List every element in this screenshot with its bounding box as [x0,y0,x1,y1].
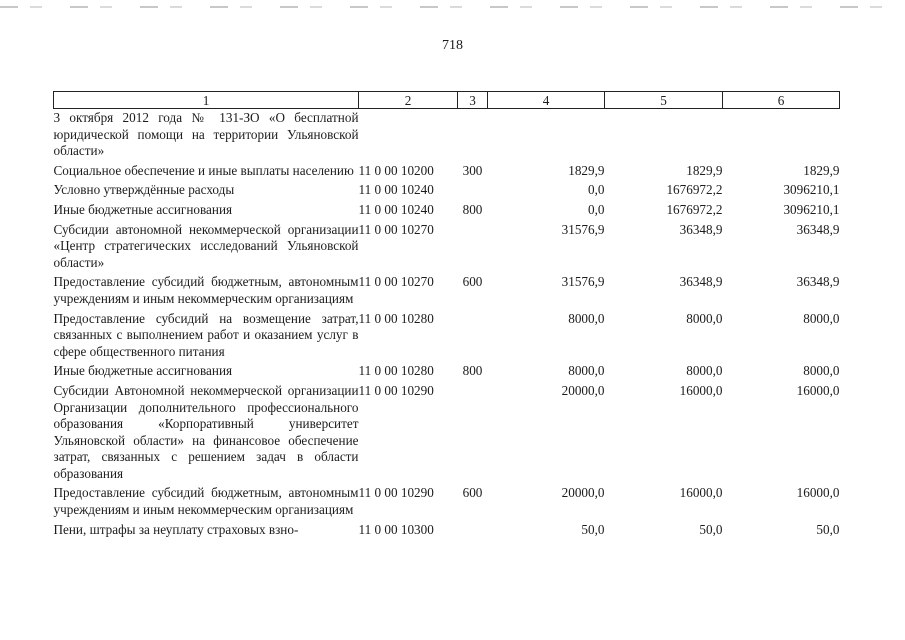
row-expense-type [458,382,488,485]
row-value-1 [488,109,605,162]
row-value-3: 8000,0 [803,363,840,379]
row-name: Иные бюджетные ассигнования [53,201,233,217]
row-value-1: 31576,9 [561,274,605,290]
table-row [54,109,840,162]
row-name: Предоставление субсидий бюджетным, автономным учреждениям и иным некоммерческим организациям [53,485,359,518]
row-name: Предоставление субсидий бюджетным, автономным учреждениям и иным некоммерческим организациям [53,274,359,306]
row-code: 11 0 00 10270 [358,221,434,237]
col-header-year2: 5 [605,92,723,109]
table-row [54,362,840,382]
scan-edge-artifact [0,6,905,8]
row-expense-type: 800 [462,201,483,217]
row-value-3: 3096210,1 [783,201,840,217]
col-header-name: 1 [54,92,359,109]
row-expense-type [458,109,488,162]
row-value-1: 50,0 [581,521,605,537]
row-code: 11 0 00 10290 [358,382,434,398]
row-value-2: 1676972,2 [666,201,723,217]
row-name: Пени, штрафы за неуплату страховых взно- [53,521,299,537]
row-name: Субсидии Автономной некоммерческой организации Организации дополнительного профессионального образования «Корпоративный университет Ульяновской области» на финансовое обеспечение затрат, связанных с решением задач в области образования [53,382,359,481]
row-expense-type [458,221,488,274]
row-value-2: 8000,0 [686,363,723,379]
budget-table [53,91,840,540]
row-value-2: 1676972,2 [666,182,723,198]
row-value-1: 20000,0 [561,485,605,501]
table-row [54,484,840,520]
row-value-3 [723,109,840,162]
row-code [359,109,458,162]
row-code: 11 0 00 10240 [358,201,434,217]
row-expense-type: 600 [462,485,483,501]
table-row [54,201,840,221]
table-row [54,382,840,485]
page-number: 718 [442,38,463,53]
row-expense-type: 300 [462,162,483,178]
row-name: Условно утверждённые расходы [53,182,235,198]
table-row [54,310,840,363]
row-value-2: 36348,9 [679,221,723,237]
row-name: 3 октября 2012 года № 131-ЗО «О бесплатной юридической помощи на территории Ульяновской области» [53,110,359,159]
row-value-2: 8000,0 [686,310,723,326]
row-code: 11 0 00 10270 [358,274,434,290]
row-value-2 [605,109,723,162]
row-value-3: 3096210,1 [783,182,840,198]
row-value-1: 8000,0 [568,310,605,326]
row-code: 11 0 00 10240 [358,182,434,198]
row-code: 11 0 00 10280 [358,310,434,326]
table-row [54,221,840,274]
row-value-1: 1829,9 [568,162,605,178]
row-expense-type: 600 [462,274,483,290]
row-code: 11 0 00 10200 [358,162,434,178]
table-row [54,181,840,201]
row-value-3: 8000,0 [803,310,840,326]
row-value-2: 1829,9 [686,162,723,178]
row-value-2: 16000,0 [679,485,723,501]
row-value-2: 50,0 [699,521,723,537]
col-header-code: 2 [359,92,458,109]
row-value-1: 31576,9 [561,221,605,237]
row-name: Социальное обеспечение и иные выплаты населению [53,162,354,178]
row-expense-type [458,521,488,541]
col-header-year1: 4 [488,92,605,109]
table-row [54,162,840,182]
row-value-2: 36348,9 [679,274,723,290]
col-header-year3: 6 [723,92,840,109]
row-value-2: 16000,0 [679,382,723,398]
row-expense-type [458,181,488,201]
row-value-3: 16000,0 [796,382,840,398]
row-value-1: 8000,0 [568,363,605,379]
row-value-1: 20000,0 [561,382,605,398]
row-value-3: 1829,9 [803,162,840,178]
table-row [54,521,840,541]
row-name: Иные бюджетные ассигнования [53,363,233,379]
row-value-1: 0,0 [588,182,605,198]
row-name: Субсидии автономной некоммерческой организации «Центр стратегических исследований Ульяновской области» [53,221,359,270]
row-value-1: 0,0 [588,201,605,217]
row-code: 11 0 00 10290 [358,485,434,501]
row-expense-type [458,310,488,363]
row-expense-type: 800 [462,363,483,379]
row-code: 11 0 00 10280 [358,363,434,379]
row-code: 11 0 00 10300 [358,521,434,537]
row-value-3: 50,0 [816,521,840,537]
col-header-type: 3 [458,92,488,109]
row-value-3: 36348,9 [796,221,840,237]
table-row [54,273,840,309]
row-name: Предоставление субсидий на возмещение затрат, связанных с выполнением работ и оказанием услуг в сфере общественного питания [53,310,359,359]
row-value-3: 36348,9 [796,274,840,290]
header-row [54,92,840,109]
row-value-3: 16000,0 [796,485,840,501]
